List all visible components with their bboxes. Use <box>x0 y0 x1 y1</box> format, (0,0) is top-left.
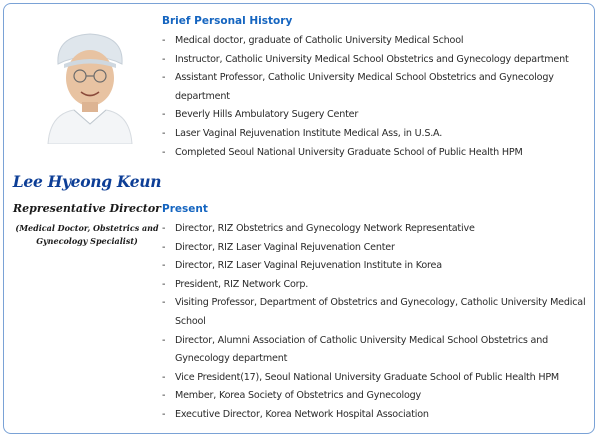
list-item <box>162 106 594 125</box>
list-item-text: Visiting Professor, Department of Obstetrics and Gynecology, Catholic University Medical School <box>175 297 586 327</box>
bullet-dash: - <box>162 72 166 84</box>
list-item-text: Completed Seoul National University Graduate School of Public Health HPM <box>175 146 523 158</box>
bullet-dash: - <box>162 408 166 420</box>
list-item-text: Vice President(17), Seoul National University Graduate School of Public Health HPM <box>175 371 560 383</box>
present-list <box>162 220 594 425</box>
list-item <box>162 69 594 106</box>
bullet-dash: - <box>162 260 166 272</box>
history-heading: Brief Personal History <box>162 15 293 27</box>
bullet-dash: - <box>162 109 166 121</box>
bullet-dash: - <box>162 223 166 234</box>
list-item <box>162 332 594 369</box>
specialty-line-1: (Medical Doctor, Obstetrics and <box>15 223 159 233</box>
present-heading: Present <box>162 203 208 215</box>
list-item-text: Beverly Hills Ambulatory Sugery Center <box>175 109 359 121</box>
list-item-text: President, RIZ Network Corp. <box>175 278 309 290</box>
bullet-dash: - <box>162 278 166 290</box>
list-item-text: Director, Alumni Association of Catholic University Medical School Obstetrics and Gynecology department <box>175 334 548 365</box>
doctor-photo <box>44 26 136 144</box>
profile-card <box>3 3 595 434</box>
list-item <box>162 144 594 163</box>
list-item-text: Instructor, Catholic University Medical School Obstetrics and Gynecology department <box>175 53 569 65</box>
bullet-dash: - <box>162 53 166 65</box>
bullet-dash: - <box>162 241 166 253</box>
list-item-text: Director, RIZ Obstetrics and Gynecology Network Representative <box>175 223 475 234</box>
list-item <box>162 220 594 239</box>
list-item-text: Member, Korea Society of Obstetrics and Gynecology <box>175 390 422 402</box>
list-item <box>162 276 594 295</box>
doctor-title: Representative Director <box>13 202 161 215</box>
list-item-text: Director, RIZ Laser Vaginal Rejuvenation Center <box>175 241 395 253</box>
bullet-dash: - <box>162 146 166 158</box>
list-item <box>162 369 594 388</box>
specialty-line-2: Gynecology Specialist) <box>36 236 138 246</box>
bullet-dash: - <box>162 297 166 309</box>
list-item-text: Executive Director, Korea Network Hospital Association <box>175 408 429 420</box>
list-item <box>162 32 594 51</box>
list-item <box>162 125 594 144</box>
list-item <box>162 294 594 331</box>
list-item <box>162 239 594 258</box>
list-item <box>162 387 594 406</box>
profile-panel <box>4 4 162 433</box>
doctor-name: Lee Hyeong Keun <box>12 172 162 191</box>
bullet-dash: - <box>162 334 166 346</box>
bullet-dash: - <box>162 35 166 46</box>
list-item <box>162 257 594 276</box>
list-item-text: Laser Vaginal Rejuvenation Institute Medical Ass, in U.S.A. <box>175 127 443 139</box>
bullet-dash: - <box>162 127 166 139</box>
list-item-text: Assistant Professor, Catholic University Medical School Obstetrics and Gynecology department <box>175 72 554 102</box>
bullet-dash: - <box>162 371 166 383</box>
history-list <box>162 32 594 162</box>
list-item <box>162 406 594 425</box>
list-item-text: Director, RIZ Laser Vaginal Rejuvenation Institute in Korea <box>175 260 442 272</box>
doctor-specialty <box>12 222 162 248</box>
bullet-dash: - <box>162 390 166 402</box>
list-item-text: Medical doctor, graduate of Catholic University Medical School <box>175 35 464 46</box>
list-item <box>162 51 594 70</box>
